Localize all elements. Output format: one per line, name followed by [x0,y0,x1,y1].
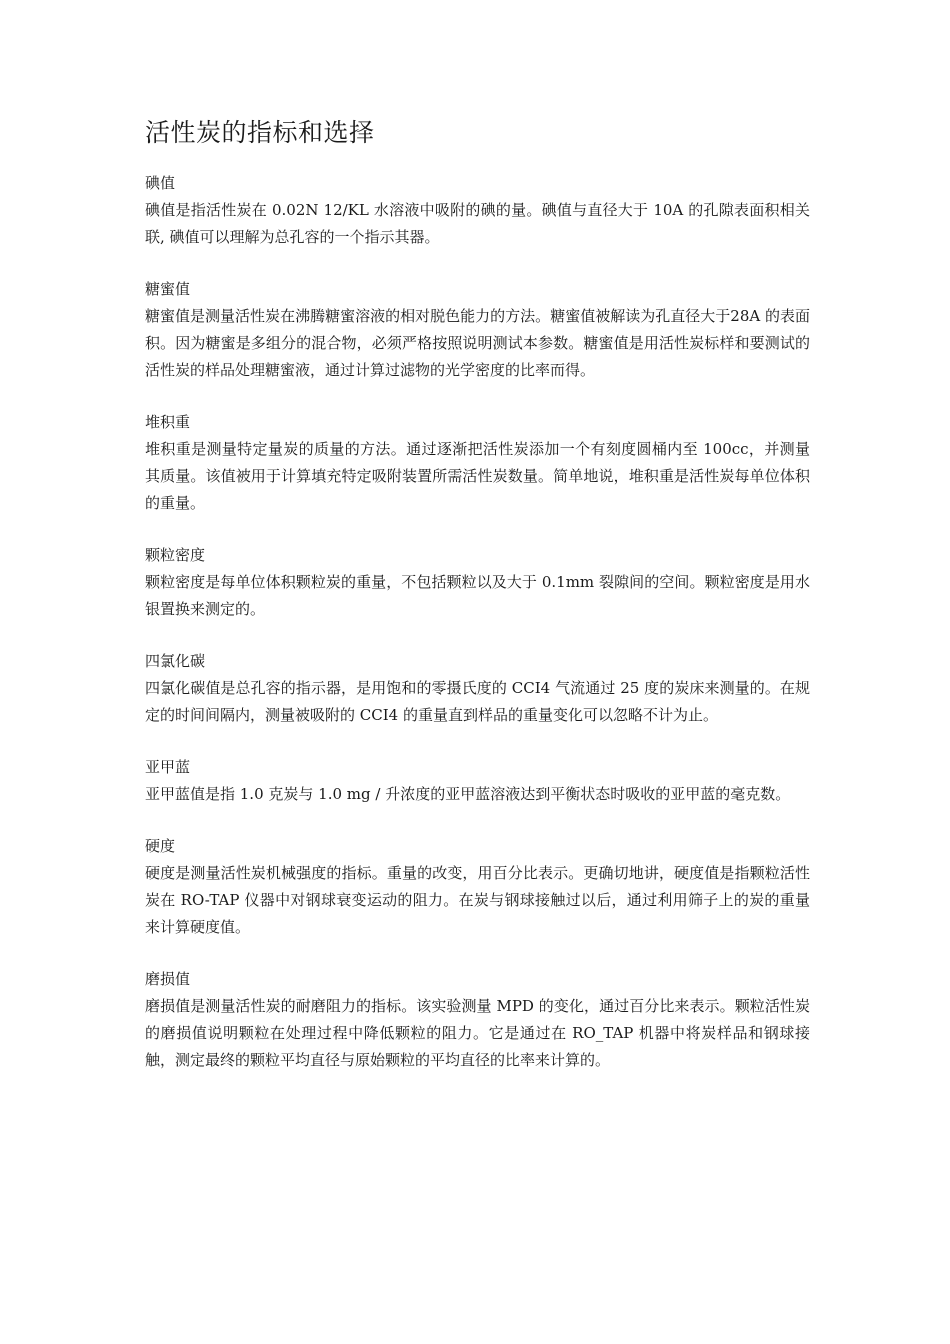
section-body: 颗粒密度是每单位体积颗粒炭的重量，不包括颗粒以及大于 0.1mm 裂隙间的空间。颗粒密度是用水银置换来测定的。 [145,573,810,618]
section-body: 亚甲蓝值是指 1.0 克炭与 1.0 mg / 升浓度的亚甲蓝溶液达到平衡状态时吸收的亚甲蓝的毫克数。 [145,785,791,803]
section-abrasion-value [145,966,810,1074]
section-hardness [145,833,810,941]
section-body: 硬度是测量活性炭机械强度的指标。重量的改变，用百分比表示。更确切地讲，硬度值是指颗粒活性炭在 RO-TAP 仪器中对钢球衰变运动的阻力。在炭与钢球接触过以后，通过利用筛子上的炭的重量来计算硬度值。 [145,864,810,936]
section-heading: 堆积重 [145,413,191,431]
section-body: 磨损值是测量活性炭的耐磨阻力的指标。该实验测量 MPD 的变化，通过百分比来表示。颗粒活性炭的磨损值说明颗粒在处理过程中降低颗粒的阻力。它是通过在 RO_TAP 机器中将炭样品和钢球接触，测定最终的颗粒平均直径与原始颗粒的平均直径的比率来计算的。 [145,997,810,1069]
section-heading: 四氯化碳 [145,652,206,670]
document-title: 活性炭的指标和选择 [145,118,375,147]
section-heading: 硬度 [145,837,176,855]
section-bulk-density [145,409,810,517]
section-heading: 颗粒密度 [145,546,206,564]
section-particle-density [145,542,810,623]
section-body: 四氯化碳值是总孔容的指示器，是用饱和的零摄氏度的 CCI4 气流通过 25 度的炭床来测量的。在规定的时间间隔内，测量被吸附的 CCI4 的重量直到样品的重量变化可以忽略不计为止。 [145,679,810,724]
section-carbon-tetrachloride [145,648,810,729]
section-body: 糖蜜值是测量活性炭在沸腾糖蜜溶液的相对脱色能力的方法。糖蜜值被解读为孔直径大于28A 的表面积。因为糖蜜是多组分的混合物，必须严格按照说明测试本参数。糖蜜值是用活性炭标样和要测试的活性炭的样品处理糖蜜液，通过计算过滤物的光学密度的比率而得。 [145,307,810,379]
document-page [145,116,810,1099]
section-body: 碘值是指活性炭在 0.02N 12/KL 水溶液中吸附的碘的量。碘值与直径大于 10A 的孔隙表面积相关联, 碘值可以理解为总孔容的一个指示其器。 [145,201,810,246]
section-heading: 亚甲蓝 [145,758,191,776]
section-heading: 碘值 [145,174,176,192]
section-heading: 磨损值 [145,970,191,988]
section-heading: 糖蜜值 [145,280,191,298]
section-iodine-value [145,170,810,251]
section-body: 堆积重是测量特定量炭的质量的方法。通过逐渐把活性炭添加一个有刻度圆桶内至 100cc，并测量其质量。该值被用于计算填充特定吸附装置所需活性炭数量。简单地说，堆积重是活性炭每单位体积的重量。 [145,440,810,512]
section-methylene-blue [145,754,810,808]
section-molasses-value [145,276,810,384]
